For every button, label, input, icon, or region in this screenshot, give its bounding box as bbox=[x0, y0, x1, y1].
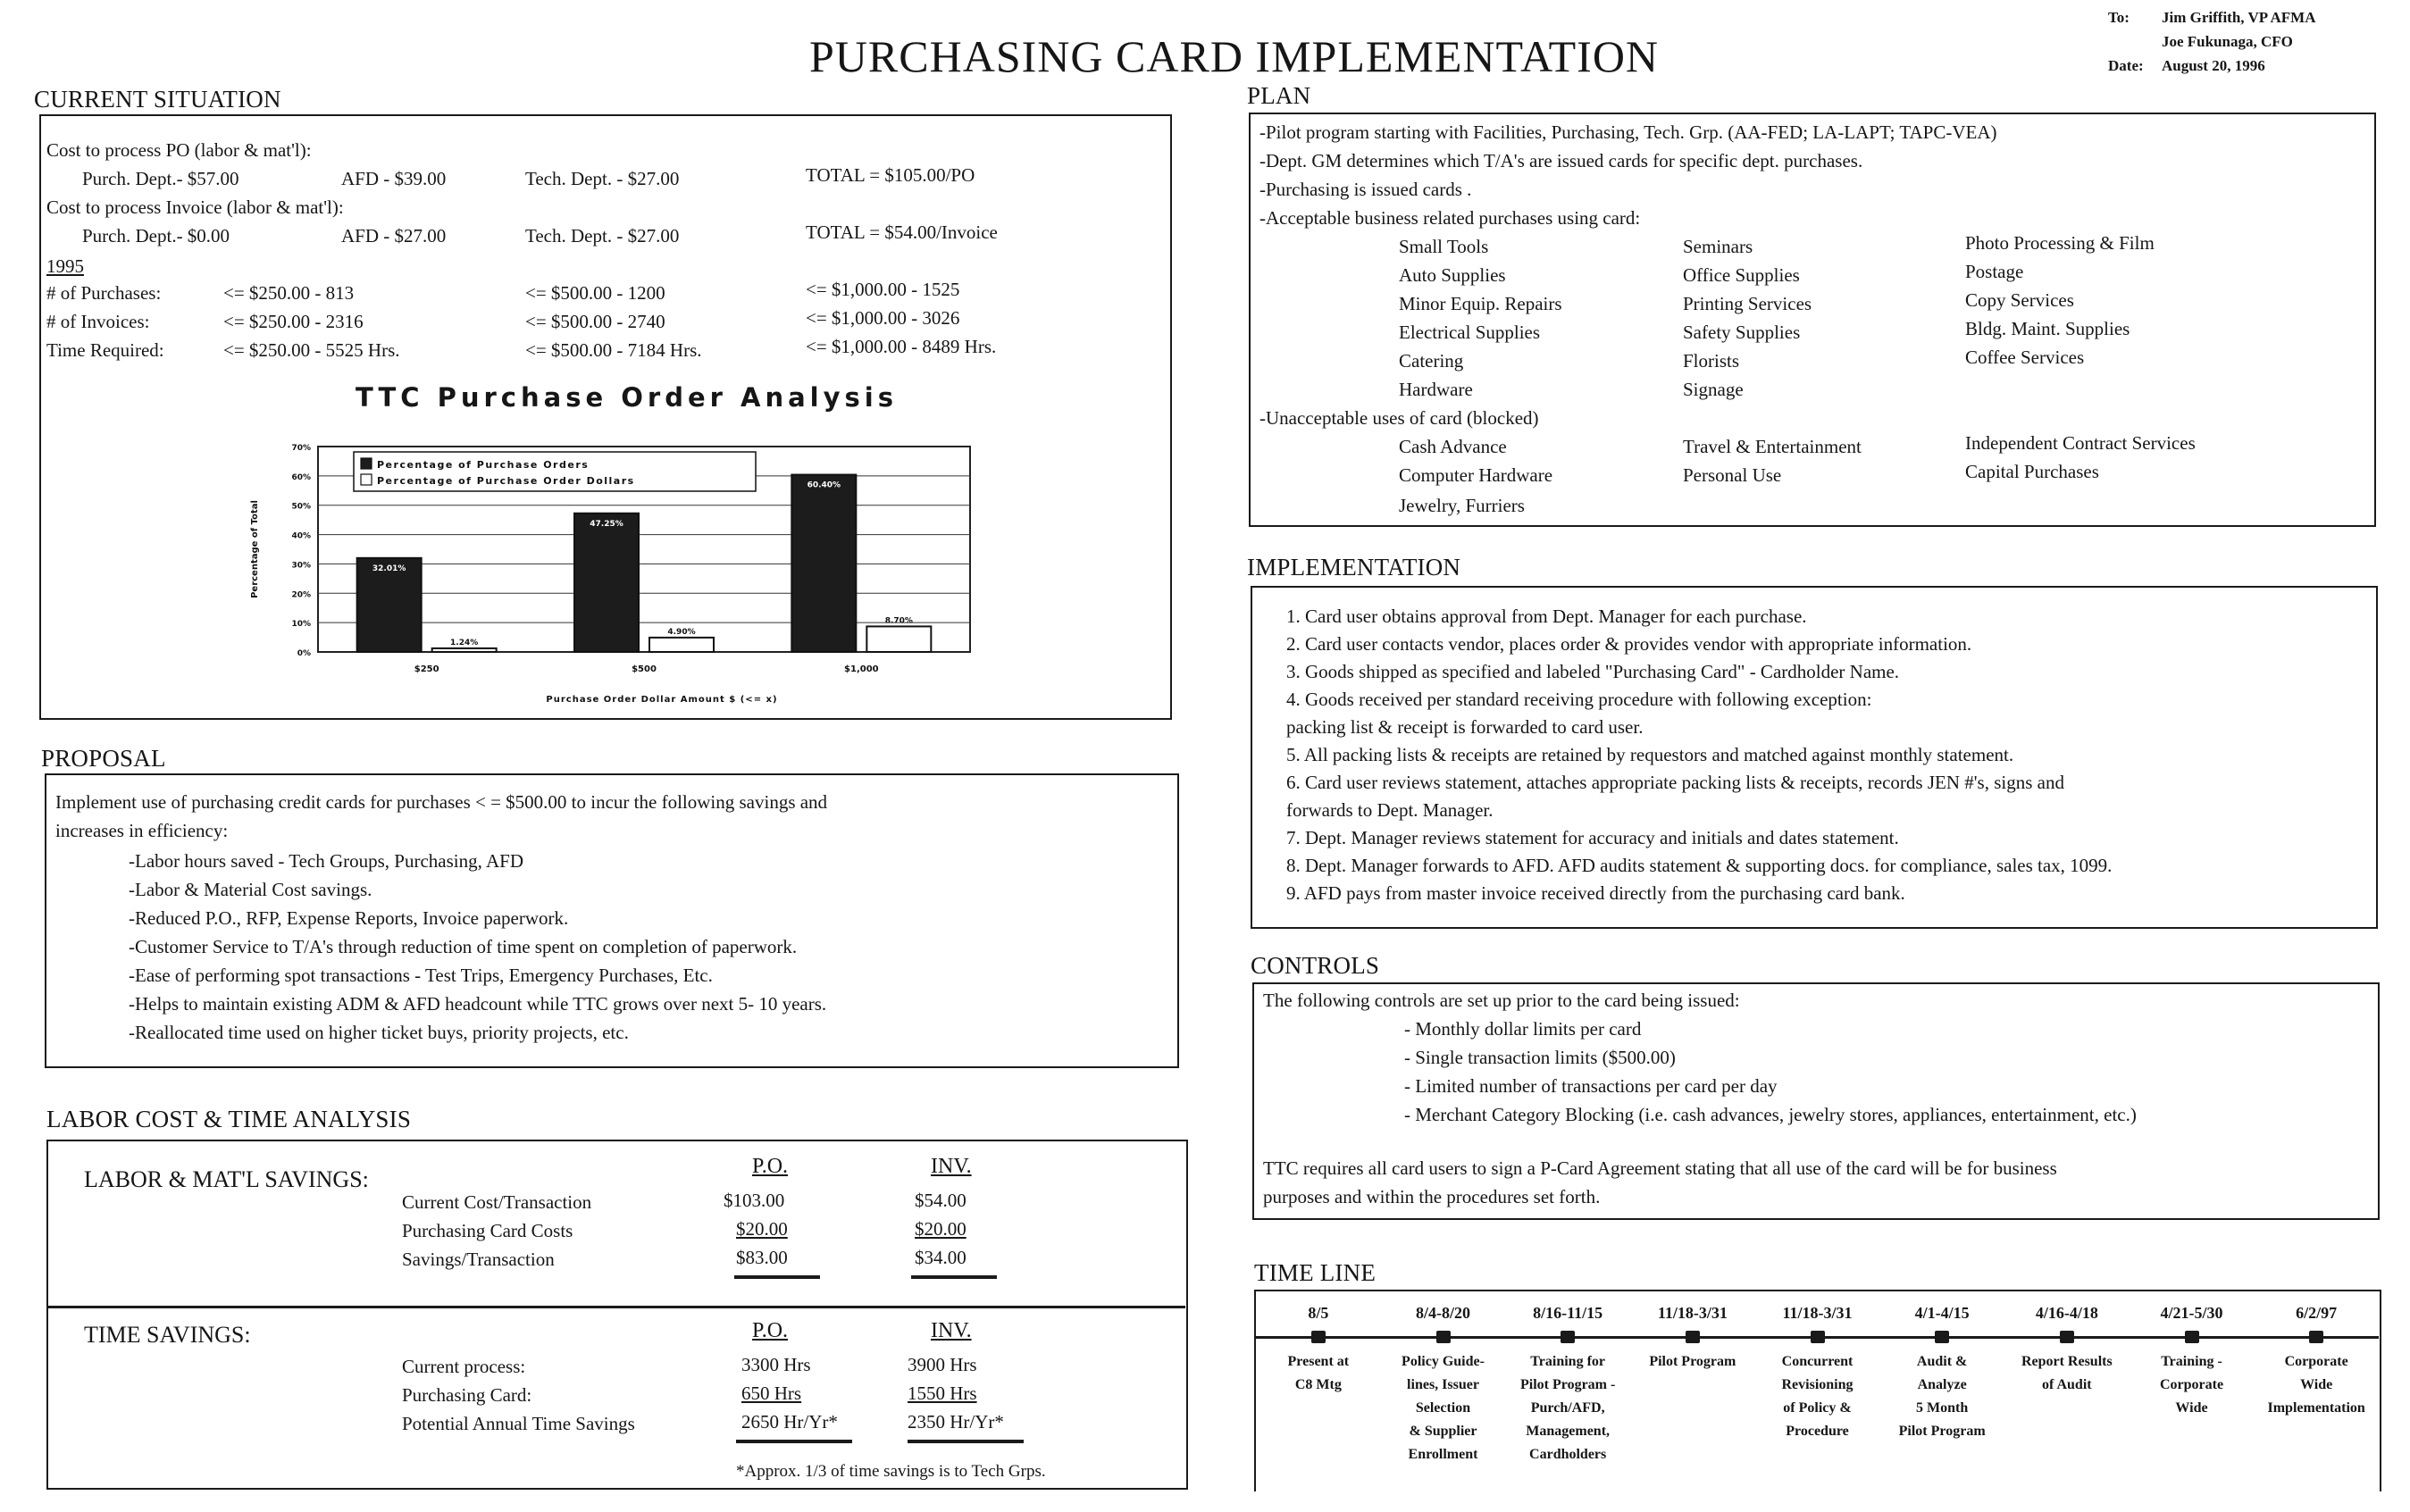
acceptable-item: Catering bbox=[1399, 350, 1464, 372]
acceptable-item: Safety Supplies bbox=[1683, 322, 1801, 343]
timeline-milestone: Report Results of Audit bbox=[2021, 1354, 2113, 1392]
bar-dollars bbox=[649, 638, 714, 652]
impl-step: 9. AFD pays from master invoice received directly from the purchasing card bank. bbox=[1286, 882, 1905, 904]
inv-tech: Tech. Dept. - $27.00 bbox=[525, 225, 680, 246]
current-situation-heading: CURRENT SITUATION bbox=[34, 86, 281, 113]
chart-title: TTC Purchase Order Analysis bbox=[356, 382, 898, 413]
mat-row-label: Current Cost/Transaction bbox=[402, 1191, 592, 1213]
acceptable-item: Bldg. Maint. Supplies bbox=[1965, 318, 2130, 339]
stat-row-invoices-label: # of Invoices: bbox=[46, 311, 150, 332]
inv-total-rule bbox=[911, 1275, 997, 1279]
time-row-inv: 3900 Hrs bbox=[908, 1354, 977, 1375]
labor-heading: LABOR COST & TIME ANALYSIS bbox=[46, 1106, 412, 1132]
proposal-item: -Labor hours saved - Tech Groups, Purchasing, AFD bbox=[129, 850, 523, 872]
impl-step: packing list & receipt is forwarded to card user. bbox=[1286, 716, 1644, 738]
proposal-item: -Reallocated time used on higher ticket buys, priority projects, etc. bbox=[129, 1022, 629, 1043]
stat-row-purchases-c1: <= $250.00 - 813 bbox=[223, 282, 355, 304]
impl-step: 1. Card user obtains approval from Dept. Manager for each purchase. bbox=[1286, 606, 1807, 627]
x-category-label: $1,000 bbox=[844, 664, 879, 674]
timeline-date: 4/1-4/15 bbox=[1914, 1304, 1970, 1322]
acceptable-item: Postage bbox=[1965, 261, 2024, 282]
stat-row-purchases-label: # of Purchases: bbox=[46, 282, 162, 304]
stat-row-invoices-c2: <= $500.00 - 2740 bbox=[525, 311, 665, 332]
proposal-item: -Customer Service to T/A's through reduction of time spent on completion of paperwork. bbox=[129, 936, 798, 957]
y-tick-label: 0% bbox=[297, 649, 311, 658]
timeline-box bbox=[1254, 1290, 2381, 1491]
unacceptable-item: Independent Contract Services bbox=[1965, 432, 2196, 454]
controls-intro: The following controls are set up prior to the card being issued: bbox=[1263, 990, 1740, 1011]
timeline-marker bbox=[1935, 1331, 1949, 1343]
bar-orders bbox=[791, 475, 856, 652]
y-tick-label: 20% bbox=[291, 590, 311, 600]
controls-note-1: TTC requires all card users to sign a P-Card Agreement stating that all use of the card will be for business bbox=[1263, 1157, 2057, 1179]
unacceptable-item: Travel & Entertainment bbox=[1683, 436, 1862, 457]
acceptable-item: Printing Services bbox=[1683, 293, 1812, 314]
control-item: - Single transaction limits ($500.00) bbox=[1404, 1047, 1676, 1068]
timeline-milestone: Pilot Program bbox=[1649, 1354, 1736, 1369]
impl-step: 3. Goods shipped as specified and labeled "Purchasing Card" - Cardholder Name. bbox=[1286, 661, 1900, 682]
acceptable-item: Signage bbox=[1683, 379, 1744, 400]
inv-total: TOTAL = $54.00/Invoice bbox=[806, 221, 998, 243]
legend-entry: Percentage of Purchase Order Dollars bbox=[377, 475, 635, 487]
y-tick-label: 60% bbox=[291, 472, 311, 482]
po-analysis-chart bbox=[202, 429, 1006, 714]
proposal-item: -Helps to maintain existing ADM & AFD headcount while TTC grows over next 5- 10 years. bbox=[129, 993, 827, 1015]
proposal-item: -Labor & Material Cost savings. bbox=[129, 879, 372, 900]
timeline-milestone: Training for Pilot Program - Purch/AFD, Management, Cardholders bbox=[1519, 1354, 1616, 1462]
legend-swatch bbox=[361, 474, 372, 485]
bar-data-label: 1.24% bbox=[450, 638, 479, 647]
acceptable-item: Florists bbox=[1683, 350, 1740, 372]
time-row-label: Potential Annual Time Savings bbox=[402, 1413, 635, 1434]
inv-cost-label: Cost to process Invoice (labor & mat'l): bbox=[46, 196, 344, 218]
stat-row-purchases-c3: <= $1,000.00 - 1525 bbox=[806, 279, 960, 300]
unacceptable-item: Personal Use bbox=[1683, 464, 1782, 486]
proposal-box bbox=[45, 773, 1179, 1068]
timeline-date: 4/16-4/18 bbox=[2035, 1304, 2098, 1322]
timeline-marker bbox=[1311, 1331, 1326, 1343]
time-footnote: *Approx. 1/3 of time savings is to Tech Grps. bbox=[736, 1462, 1046, 1481]
timeline-date: 8/5 bbox=[1308, 1304, 1329, 1322]
unacceptable-item: Computer Hardware bbox=[1399, 464, 1553, 486]
timeline-milestone: Training - Corporate Wide bbox=[2159, 1354, 2224, 1416]
y-axis-label: Percentage of Total bbox=[250, 500, 260, 598]
timeline-marker bbox=[1436, 1331, 1451, 1343]
timeline-milestone: Corporate Wide Implementation bbox=[2267, 1354, 2365, 1416]
y-tick-label: 10% bbox=[291, 620, 311, 630]
acceptable-item: Small Tools bbox=[1399, 236, 1489, 257]
time-row-inv: 2350 Hr/Yr* bbox=[908, 1411, 1004, 1433]
time-row-label: Purchasing Card: bbox=[402, 1384, 532, 1406]
time-inv-rule bbox=[908, 1440, 1024, 1443]
po-cost-label: Cost to process PO (labor & mat'l): bbox=[46, 139, 312, 161]
acceptable-item: Photo Processing & Film bbox=[1965, 232, 2155, 254]
bar-data-label: 4.90% bbox=[667, 627, 696, 637]
stat-row-time-c1: <= $250.00 - 5525 Hrs. bbox=[223, 339, 400, 361]
impl-step: forwards to Dept. Manager. bbox=[1286, 799, 1494, 821]
mat-row-po: $20.00 bbox=[736, 1218, 788, 1240]
timeline-marker bbox=[2309, 1331, 2323, 1343]
stat-row-time-c2: <= $500.00 - 7184 Hrs. bbox=[525, 339, 702, 361]
timeline-date: 6/2/97 bbox=[2296, 1304, 2338, 1322]
mat-row-inv: $20.00 bbox=[915, 1218, 967, 1240]
plan-box bbox=[1249, 113, 2376, 527]
timeline-date: 8/16-11/15 bbox=[1533, 1304, 1603, 1322]
po-total-rule bbox=[734, 1275, 820, 1279]
proposal-item: -Reduced P.O., RFP, Expense Reports, Invoice paperwork. bbox=[129, 907, 569, 929]
timeline-milestone: Present at C8 Mtg bbox=[1287, 1354, 1350, 1392]
timeline-marker bbox=[1561, 1331, 1575, 1343]
time-row-label: Current process: bbox=[402, 1356, 526, 1377]
year-label: 1995 bbox=[46, 255, 84, 277]
stat-row-time-c3: <= $1,000.00 - 8489 Hrs. bbox=[806, 336, 997, 357]
unacceptable-item: Cash Advance bbox=[1399, 436, 1507, 457]
timeline-marker bbox=[2185, 1331, 2199, 1343]
stat-row-invoices-c3: <= $1,000.00 - 3026 bbox=[806, 307, 960, 329]
stat-row-invoices-c1: <= $250.00 - 2316 bbox=[223, 311, 364, 332]
implementation-box bbox=[1251, 586, 2378, 929]
time-row-po: 2650 Hr/Yr* bbox=[741, 1411, 838, 1433]
timeline-marker bbox=[1686, 1331, 1700, 1343]
acceptable-item: Minor Equip. Repairs bbox=[1399, 293, 1562, 314]
controls-box bbox=[1252, 982, 2380, 1220]
time-savings-label: TIME SAVINGS: bbox=[84, 1322, 251, 1348]
bar-data-label: 47.25% bbox=[590, 519, 623, 529]
labor-divider bbox=[48, 1306, 1185, 1308]
bar-data-label: 60.40% bbox=[807, 480, 841, 490]
mat-row-label: Savings/Transaction bbox=[402, 1249, 555, 1270]
unacceptable-item: Jewelry, Furriers bbox=[1399, 495, 1525, 516]
page-title: PURCHASING CARD IMPLEMENTATION bbox=[809, 31, 1660, 81]
time-row-po: 3300 Hrs bbox=[741, 1354, 811, 1375]
acceptable-item: Auto Supplies bbox=[1399, 264, 1506, 286]
inv-purch: Purch. Dept.- $0.00 bbox=[82, 225, 230, 246]
po-total: TOTAL = $105.00/PO bbox=[806, 164, 975, 186]
timeline-date: 8/4-8/20 bbox=[1416, 1304, 1470, 1322]
labor-box bbox=[46, 1140, 1188, 1490]
current-situation-box bbox=[39, 114, 1172, 720]
acceptable-item: Office Supplies bbox=[1683, 264, 1800, 286]
mat-row-label: Purchasing Card Costs bbox=[402, 1220, 573, 1241]
bar-dollars bbox=[432, 648, 497, 652]
memo-header bbox=[2108, 5, 2316, 78]
y-tick-label: 50% bbox=[291, 502, 311, 512]
bar-dollars bbox=[866, 626, 931, 652]
acceptable-item: Hardware bbox=[1399, 379, 1473, 400]
to-label: To: bbox=[2108, 9, 2130, 26]
mat-col-po: P.O. bbox=[752, 1155, 789, 1178]
acceptable-item: Copy Services bbox=[1965, 289, 2074, 311]
impl-step: 2. Card user contacts vendor, places order & provides vendor with appropriate information. bbox=[1286, 633, 1972, 655]
plan-line: -Purchasing is issued cards . bbox=[1259, 179, 1472, 200]
acceptable-item: Seminars bbox=[1683, 236, 1753, 257]
plan-line: -Acceptable business related purchases using card: bbox=[1259, 207, 1641, 229]
to-recipient-1: Jim Griffith, VP AFMA bbox=[2162, 9, 2316, 26]
timeline-date: 11/18-3/31 bbox=[1782, 1304, 1853, 1322]
impl-step: 6. Card user reviews statement, attaches appropriate packing lists & receipts, records JEN #'s, signs and bbox=[1286, 772, 2064, 793]
impl-step: 7. Dept. Manager reviews statement for accuracy and initials and dates statement. bbox=[1286, 827, 1899, 848]
impl-step: 4. Goods received per standard receiving procedure with following exception: bbox=[1286, 689, 1872, 710]
legend-swatch bbox=[361, 458, 372, 469]
control-item: - Merchant Category Blocking (i.e. cash advances, jewelry stores, appliances, entertainment, etc.) bbox=[1404, 1104, 2137, 1125]
x-axis-label: Purchase Order Dollar Amount $ (<= x) bbox=[546, 695, 778, 705]
stat-row-time-label: Time Required: bbox=[46, 339, 164, 361]
time-col-po: P.O. bbox=[752, 1319, 789, 1342]
po-tech: Tech. Dept. - $27.00 bbox=[525, 168, 680, 189]
po-purch: Purch. Dept.- $57.00 bbox=[82, 168, 239, 189]
legend-entry: Percentage of Purchase Orders bbox=[377, 459, 590, 471]
implementation-heading: IMPLEMENTATION bbox=[1247, 554, 1461, 581]
bar-orders bbox=[574, 514, 639, 652]
proposal-intro-1: Implement use of purchasing credit cards for purchases < = $500.00 to incur the following savings and bbox=[55, 791, 828, 813]
x-category-label: $500 bbox=[632, 664, 657, 674]
timeline-marker bbox=[2060, 1331, 2074, 1343]
mat-col-inv: INV. bbox=[931, 1155, 972, 1178]
proposal-item: -Ease of performing spot transactions - Test Trips, Emergency Purchases, Etc. bbox=[129, 965, 713, 986]
proposal-heading: PROPOSAL bbox=[41, 745, 166, 772]
timeline-milestone: Policy Guide- lines, Issuer Selection & Supplier Enrollment bbox=[1402, 1354, 1485, 1462]
y-tick-label: 40% bbox=[291, 531, 311, 541]
bar-data-label: 8.70% bbox=[884, 616, 913, 626]
stat-row-purchases-c2: <= $500.00 - 1200 bbox=[525, 282, 665, 304]
mat-row-po: $103.00 bbox=[724, 1190, 785, 1211]
to-recipient-2: Joe Fukunaga, CFO bbox=[2162, 33, 2293, 50]
acceptable-item: Electrical Supplies bbox=[1399, 322, 1541, 343]
plan-line: -Dept. GM determines which T/A's are issued cards for specific dept. purchases. bbox=[1259, 150, 1863, 171]
x-category-label: $250 bbox=[414, 664, 439, 674]
timeline-date: 4/21-5/30 bbox=[2160, 1304, 2223, 1322]
unacceptable-item: Capital Purchases bbox=[1965, 461, 2099, 482]
unacceptable-label: -Unacceptable uses of card (blocked) bbox=[1259, 407, 1539, 429]
impl-step: 5. All packing lists & receipts are retained by requestors and matched against monthly statement. bbox=[1286, 744, 2014, 765]
y-tick-label: 30% bbox=[291, 561, 311, 571]
inv-afd: AFD - $27.00 bbox=[341, 225, 447, 246]
timeline-milestone: Concurrent Revisioning of Policy & Procedure bbox=[1781, 1354, 1854, 1439]
mat-row-po: $83.00 bbox=[736, 1247, 788, 1268]
time-col-inv: INV. bbox=[931, 1319, 972, 1342]
po-afd: AFD - $39.00 bbox=[341, 168, 447, 189]
proposal-intro-2: increases in efficiency: bbox=[55, 820, 229, 841]
acceptable-item: Coffee Services bbox=[1965, 347, 2085, 368]
bar-data-label: 32.01% bbox=[372, 564, 406, 573]
impl-step: 8. Dept. Manager forwards to AFD. AFD audits statement & supporting docs. for compliance, sales tax, 1099. bbox=[1286, 855, 2113, 876]
time-po-rule bbox=[736, 1440, 852, 1443]
y-tick-label: 70% bbox=[291, 444, 311, 453]
controls-note-2: purposes and within the procedures set forth. bbox=[1263, 1186, 1601, 1207]
control-item: - Monthly dollar limits per card bbox=[1404, 1018, 1642, 1040]
plan-line: -Pilot program starting with Facilities, Purchasing, Tech. Grp. (AA-FED; LA-LAPT; TAPC-VEA) bbox=[1259, 121, 1997, 143]
mat-savings-label: LABOR & MAT'L SAVINGS: bbox=[84, 1166, 369, 1192]
mat-row-inv: $34.00 bbox=[915, 1247, 967, 1268]
timeline-marker bbox=[1811, 1331, 1825, 1343]
time-row-inv: 1550 Hrs bbox=[908, 1383, 977, 1404]
date-label: Date: bbox=[2108, 57, 2144, 74]
mat-row-inv: $54.00 bbox=[915, 1190, 967, 1211]
control-item: - Limited number of transactions per card per day bbox=[1404, 1075, 1778, 1097]
timeline-milestone: Audit & Analyze 5 Month Pilot Program bbox=[1898, 1354, 1986, 1439]
memo-date: August 20, 1996 bbox=[2162, 57, 2265, 74]
time-row-po: 650 Hrs bbox=[741, 1383, 802, 1404]
controls-heading: CONTROLS bbox=[1251, 952, 1380, 979]
timeline-heading: TIME LINE bbox=[1254, 1259, 1377, 1286]
timeline-date: 11/18-3/31 bbox=[1657, 1304, 1728, 1322]
plan-heading: PLAN bbox=[1247, 82, 1311, 109]
